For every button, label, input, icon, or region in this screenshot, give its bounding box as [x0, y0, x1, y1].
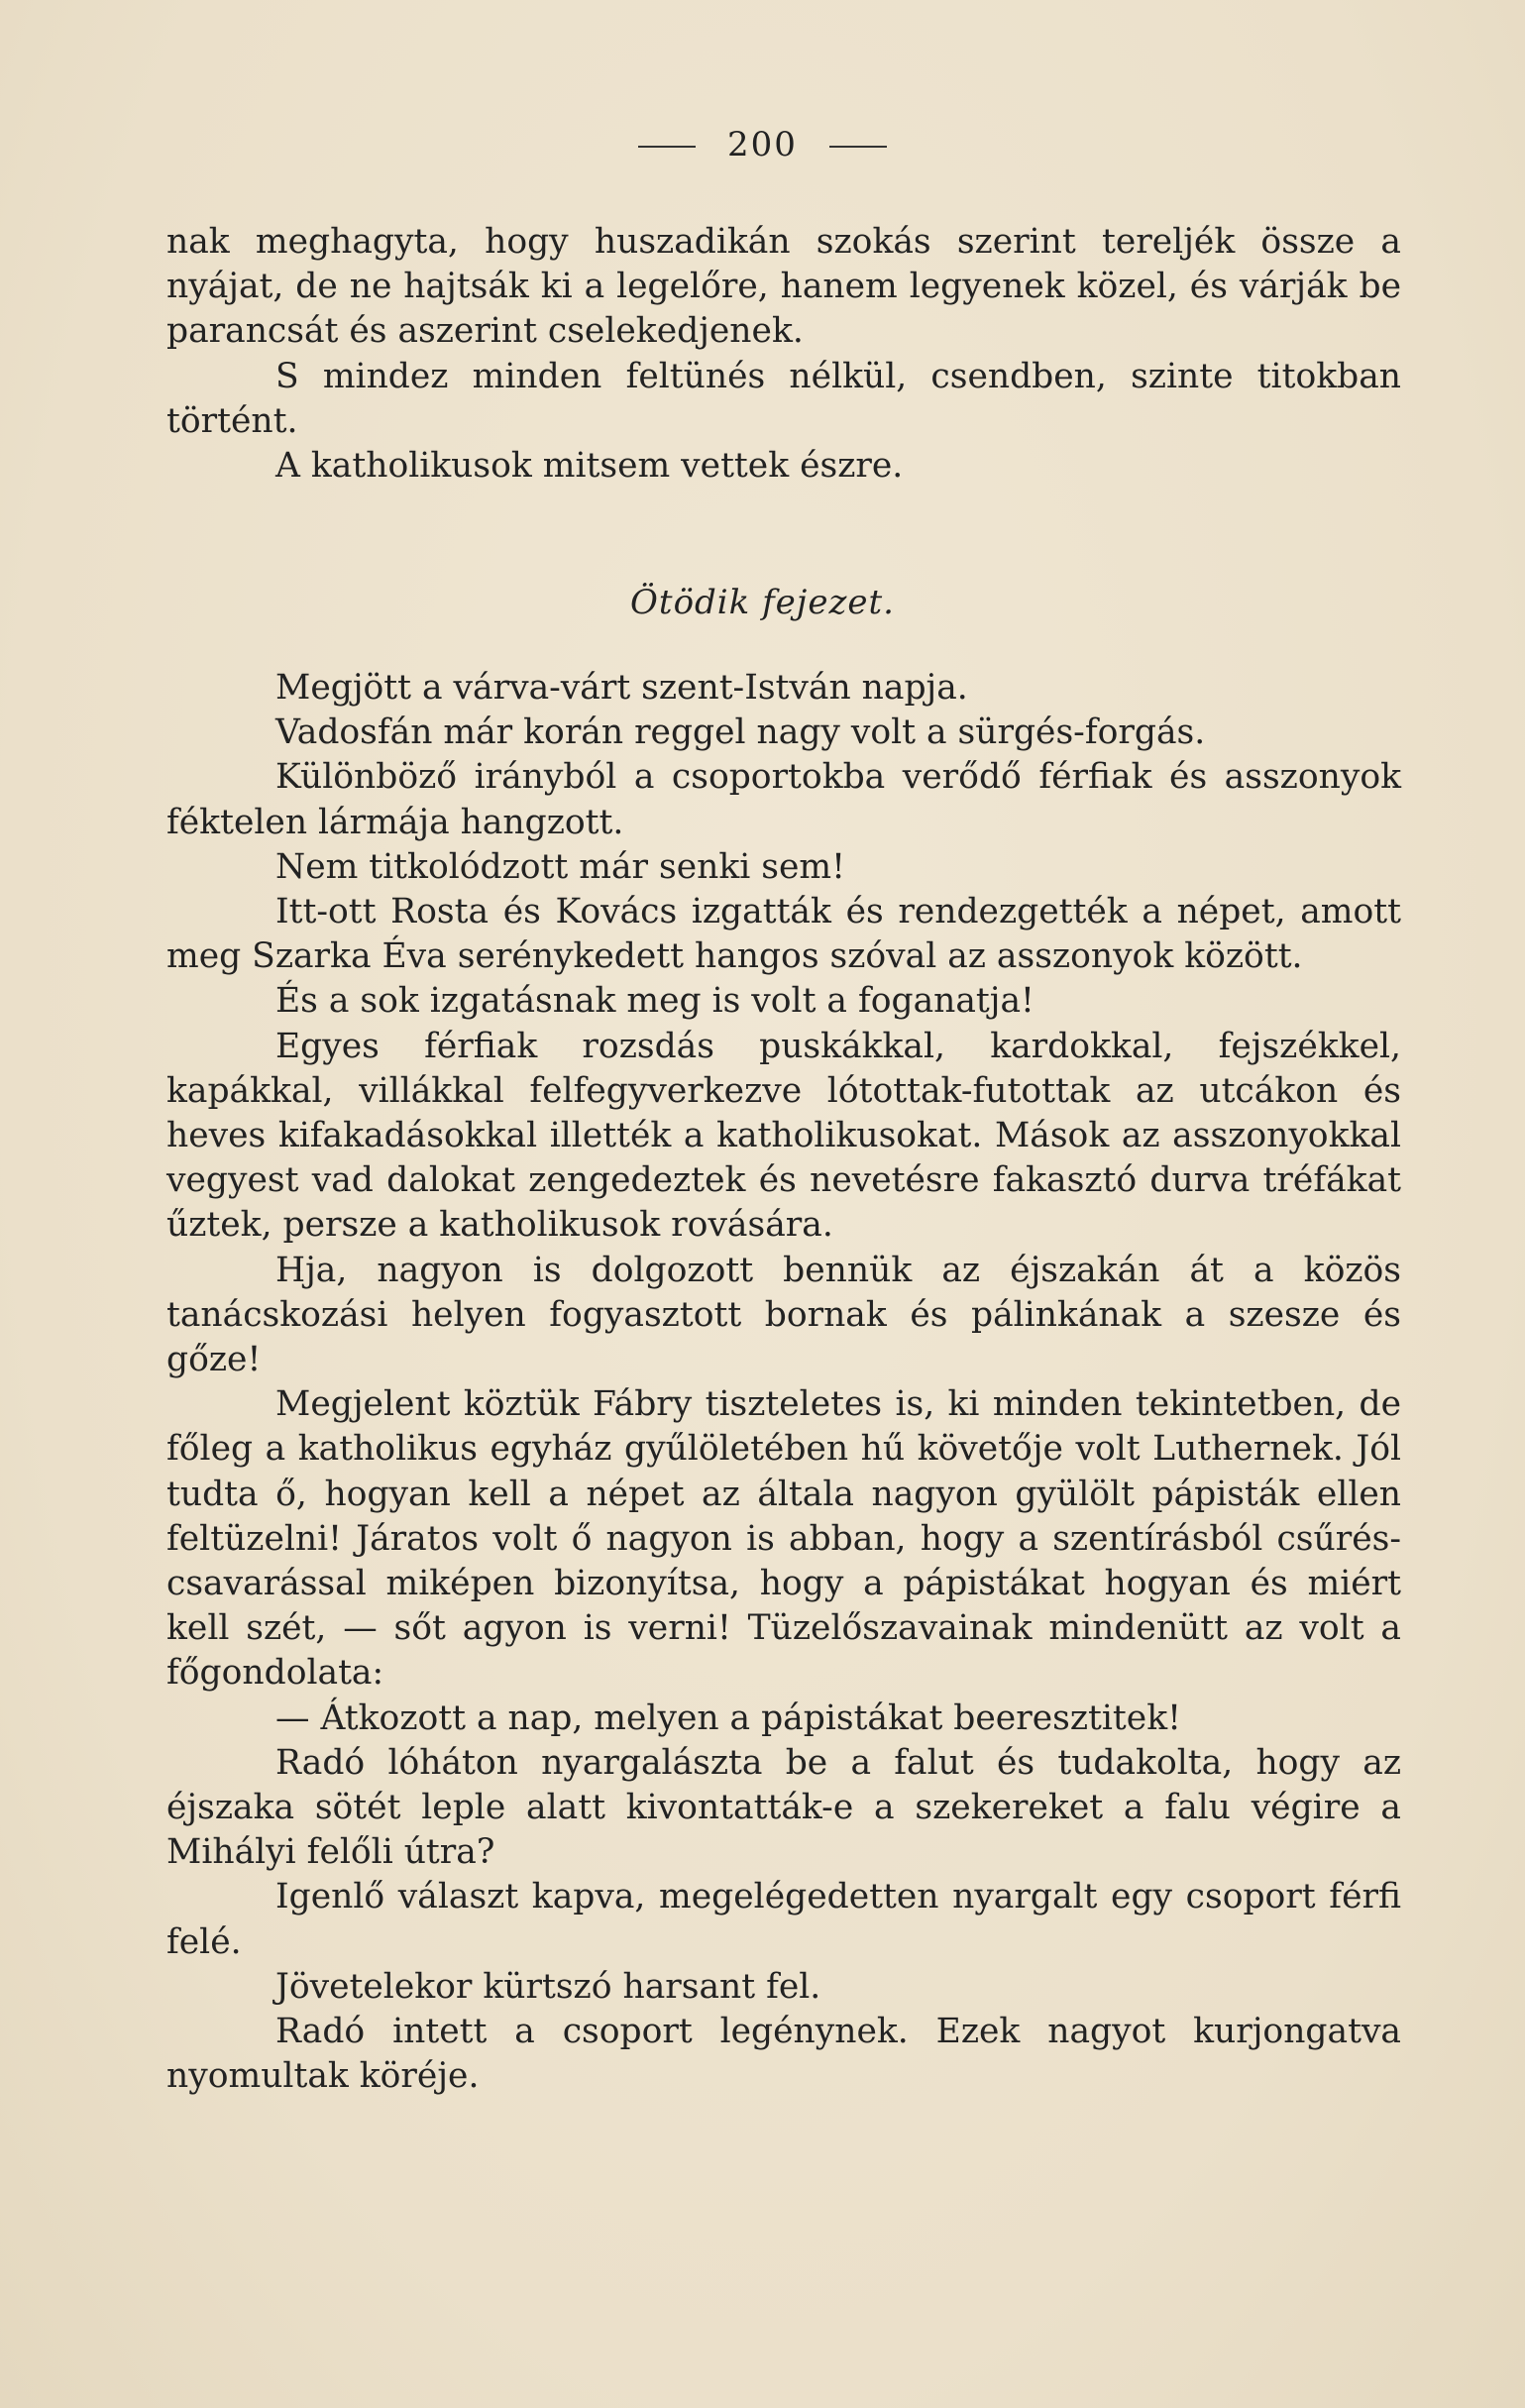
- paragraph: Nem titkolódzott már senki sem!: [275, 846, 845, 887]
- paragraph: Megjelent köztük Fábry tiszteletes is, ki minden tekintetben, de főleg a katholikus egyház gyűlöletében hű követője volt Luthernek. Jól tudta ő, hogyan kell a népet az általa nagyon gyülölt pápisták ellen feltüzelni! Járatos volt ő nagyon is abban, hogy a szentírásból csűrés-csavarással miképen bizonyítsa, hogy a pápistákat hogyan és miért kell szét, — sőt agyon is verni! Tüzelőszavainak mindenütt az volt a főgondolata:: [166, 1384, 1401, 1694]
- paragraph: Radó intett a csoport legénynek. Ezek nagyot kurjongatva nyomultak köréje.: [166, 2012, 1401, 2097]
- paragraph: S mindez minden feltünés nélkül, csendben, szinte titokban történt.: [166, 356, 1401, 441]
- paragraph: Egyes férfiak rozsdás puskákkal, kardokkal, fejszékkel, kapákkal, villákkal felfegyverkezve lótottak-futottak az utcákon és heves kifakadásokkal illették a katholikusokat. Mások az asszonyokkal vegyest vad dalokat zengedeztek és nevetésre fakasztó durva tréfákat űztek, persze a katholikusok rovására.: [166, 1026, 1401, 1246]
- chapter-title: Ötödik fejezet.: [630, 583, 895, 622]
- paragraph: Különböző irányból a csoportokba verődő férfiak és asszonyok féktelen lármája hangzott.: [166, 757, 1401, 842]
- paragraph: Radó lóháton nyargalászta be a falut és tudakolta, hogy az éjszaka sötét leple alatt kivontatták-e a szekereket a falu végire a Mihályi felőli útra?: [166, 1742, 1401, 1873]
- paragraph: A katholikusok mitsem vettek észre.: [275, 446, 904, 487]
- paragraph: nak meghagyta, hogy huszadikán szokás szerint tereljék össze a nyájat, de ne hajtsák ki a legelőre, hanem legyenek közel, és várják be parancsát és aszerint cselekedjenek.: [166, 222, 1401, 352]
- page-number-header: [0, 125, 1525, 164]
- text-block-top: [166, 220, 1401, 489]
- paragraph: Vadosfán már korán reggel nagy volt a sürgés-forgás.: [275, 712, 1206, 753]
- paragraph: Igenlő választ kapva, megelégedetten nyargalt egy csoport férfi felé.: [166, 1877, 1401, 1962]
- paragraph: — Átkozott a nap, melyen a pápistákat beeresztitek!: [275, 1697, 1181, 1738]
- paragraph: És a sok izgatásnak meg is volt a foganatja!: [275, 981, 1035, 1022]
- paragraph: Itt-ott Rosta és Kovács izgatták és rendezgették a népet, amott meg Szarka Éva serénykedett hangos szóval az asszonyok között.: [166, 892, 1401, 977]
- paragraph: Megjött a várva-várt szent-István napja.: [275, 668, 968, 708]
- header-dash-left: [638, 146, 696, 148]
- page-number: 200: [727, 125, 798, 164]
- paragraph: Jövetelekor kürtszó harsant fel.: [275, 1966, 821, 2007]
- header-dash-right: [829, 146, 887, 148]
- text-block-bottom: [166, 666, 1401, 2100]
- paragraph: Hja, nagyon is dolgozott bennük az éjszakán át a közös tanácskozási helyen fogyasztott bornak és pálinkának a szesze és gőze!: [166, 1250, 1401, 1380]
